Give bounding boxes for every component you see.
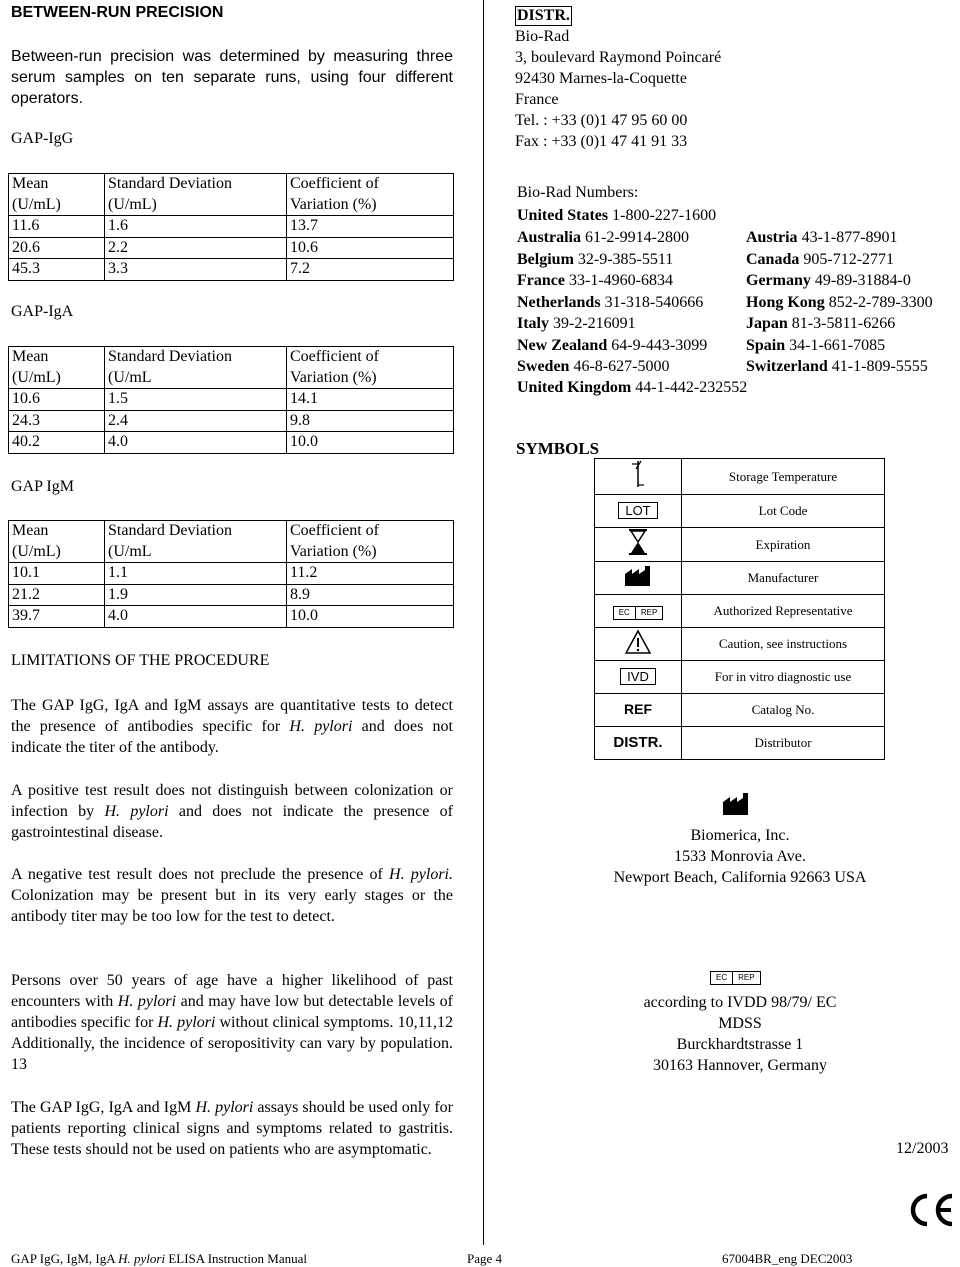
ec-rep-icon: EC REP xyxy=(595,595,682,628)
ivd-icon: IVD xyxy=(595,661,682,694)
phone-entry: Spain 34-1-661-7085 xyxy=(746,336,886,354)
precision-table-igg xyxy=(8,173,454,281)
limitations-paragraph-3: A negative test result does not preclude the presence of H. pylori. Colonization may be present but in its very early stages or the antibody titer may be too low for the test to detect. xyxy=(11,866,453,925)
phone-entry: Sweden 46-8-627-5000 xyxy=(517,358,670,375)
address-line: Tel. : +33 (0)1 47 95 60 00 xyxy=(515,112,688,129)
footer-title: GAP IgG, IgM, IgA H. pylori ELISA Instruction Manual xyxy=(11,1251,307,1266)
phone-entry-us: United States 1-800-227-1600 xyxy=(517,207,717,224)
address-line: France xyxy=(515,91,559,108)
limitations-paragraph-1: The GAP IgG, IgA and IgM assays are quantitative tests to detect the presence of antibodies specific for H. pylori and does not indicate the titer of the antibody. xyxy=(11,697,453,756)
numbers-title: Bio-Rad Numbers: xyxy=(517,184,639,201)
table-row: 24.3 2.4 9.8 xyxy=(9,410,454,432)
phone-entry: Belgium 32-9-385-5511 xyxy=(517,250,674,268)
symbols-table xyxy=(594,458,885,760)
phone-entry: Netherlands 31-318-540666 xyxy=(517,293,704,311)
symbol-row: Caution, see instructions xyxy=(595,628,885,661)
phone-entry: Hong Kong 852-2-789-3300 xyxy=(746,293,933,311)
table-row: 20.6 2.2 10.6 xyxy=(9,237,454,259)
factory-icon xyxy=(722,792,750,821)
distr-icon: DISTR. xyxy=(595,727,682,760)
footer-doc-code: 67004BR_eng DEC2003 xyxy=(722,1251,853,1266)
symbol-row: Expiration xyxy=(595,528,885,562)
table-header-row: Mean (U/mL) Standard Deviation (U/mL) Coefficient of Variation (%) xyxy=(9,174,454,216)
symbol-row: IVD For in vitro diagnostic use xyxy=(595,661,885,694)
lot-icon: LOT xyxy=(595,495,682,528)
factory-icon xyxy=(595,562,682,595)
address-line: 3, boulevard Raymond Poincaré xyxy=(515,49,722,66)
limitations-paragraph-2: A positive test result does not distinguish between colonization or infection by H. pylori and does not indicate the presence of gastrointestinal disease. xyxy=(11,782,453,841)
section-heading: BETWEEN-RUN PRECISION xyxy=(11,4,224,21)
table-row: 40.2 4.0 10.0 xyxy=(9,432,454,454)
table-row: 21.2 1.9 8.9 xyxy=(9,584,454,606)
ce-mark-icon xyxy=(906,1192,956,1233)
phone-entry-uk: United Kingdom 44-1-442-232552 xyxy=(517,379,748,396)
phone-entry: Australia 61-2-9914-2800 xyxy=(517,229,689,246)
limitations-heading: LIMITATIONS OF THE PROCEDURE xyxy=(11,652,270,669)
symbol-row: DISTR. Distributor xyxy=(595,727,885,760)
limitations-paragraph-5: The GAP IgG, IgA and IgM H. pylori assays should be used only for patients reporting clinical signs and symptoms related to gastritis. These tests should not be used on patients who are asymptomatic. xyxy=(11,1099,453,1158)
table-row: 10.1 1.1 11.2 xyxy=(9,563,454,585)
phone-entry: New Zealand 64-9-443-3099 xyxy=(517,336,708,354)
authorized-rep-address: according to IVDD 98/79/ EC MDSS Burckhardtstrasse 1 30163 Hannover, Germany xyxy=(643,994,837,1074)
phone-entry: Canada 905-712-2771 xyxy=(746,250,895,268)
table-row: 39.7 4.0 10.0 xyxy=(9,606,454,628)
address-line: 92430 Marnes-la-Coquette xyxy=(515,70,687,87)
table-header-row: Mean (U/mL) Standard Deviation (U/mL Coefficient of Variation (%) xyxy=(9,347,454,389)
ec-rep-icon: EC REP xyxy=(710,967,761,985)
table-title-iga: GAP-IgA xyxy=(11,303,74,320)
phone-entry: Austria 43-1-877-8901 xyxy=(746,229,898,246)
intro-paragraph: Between-run precision was determined by measuring three serum samples on ten separate runs, using four different operators. xyxy=(11,48,453,107)
revision-date: 12/2003 xyxy=(896,1140,949,1157)
table-row: 10.6 1.5 14.1 xyxy=(9,389,454,411)
limitations-paragraph-4: Persons over 50 years of age have a higher likelihood of past encounters with H. pylori and may have low but detectable levels of antibodies specific for H. pylori without clinical symptoms. 10,11,12 Additionally, the incidence of seropositivity can vary by population. 13 xyxy=(11,972,453,1073)
precision-table-igm xyxy=(8,520,454,628)
column-divider xyxy=(483,0,484,1245)
symbols-heading: SYMBOLS xyxy=(516,439,600,458)
symbol-row: Storage Temperature xyxy=(595,459,885,495)
address-line: Bio-Rad xyxy=(515,28,570,45)
address-line: Fax : +33 (0)1 47 41 91 33 xyxy=(515,133,688,150)
table-header-row: Mean (U/mL) Standard Deviation (U/mL Coefficient of Variation (%) xyxy=(9,521,454,563)
phone-entry: Switzerland 41-1-809-5555 xyxy=(746,358,928,375)
manufacturer-address: Biomerica, Inc. 1533 Monrovia Ave. Newport Beach, California 92663 USA xyxy=(613,827,867,886)
symbol-row: EC REP Authorized Representative xyxy=(595,595,885,628)
symbol-row: LOT Lot Code xyxy=(595,495,885,528)
phone-entry: France 33-1-4960-6834 xyxy=(517,272,673,289)
table-row: 45.3 3.3 7.2 xyxy=(9,259,454,281)
thermometer-icon xyxy=(595,459,682,495)
table-title-igg: GAP-IgG xyxy=(11,130,74,147)
caution-icon xyxy=(595,628,682,661)
hourglass-icon xyxy=(595,528,682,562)
distributor-block xyxy=(515,5,721,152)
precision-table-iga xyxy=(8,346,454,454)
symbol-row: REF Catalog No. xyxy=(595,694,885,727)
table-title-igm: GAP IgM xyxy=(11,478,74,495)
ref-icon: REF xyxy=(595,694,682,727)
phone-entry: Italy 39-2-216091 xyxy=(517,315,636,332)
distr-label: DISTR. xyxy=(517,7,570,24)
footer-page-number: Page 4 xyxy=(467,1251,503,1266)
phone-entry: Germany 49-89-31884-0 xyxy=(746,272,911,289)
symbol-row: Manufacturer xyxy=(595,562,885,595)
table-row: 11.6 1.6 13.7 xyxy=(9,216,454,238)
phone-entry: Japan 81-3-5811-6266 xyxy=(746,315,896,332)
